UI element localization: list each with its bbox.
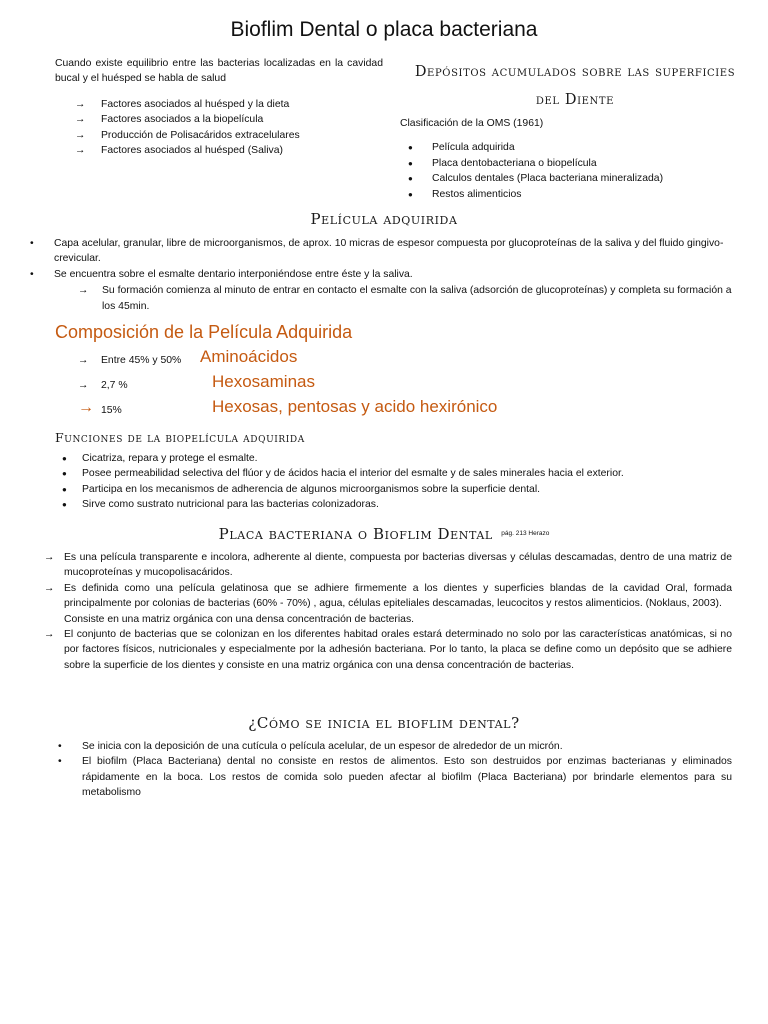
list-item: ● Sirve como sustrato nutricional para las bacterias colonizadoras. <box>62 497 742 512</box>
bullet-icon: • <box>30 238 34 249</box>
composicion-pct: Entre 45% y 50% <box>101 355 182 366</box>
arrow-icon: → <box>78 355 89 366</box>
list-item: → Factores asociados al huésped (Saliva) <box>75 143 383 158</box>
list-item: ● Participa en los mecanismos de adherencia de algunos microorganismos sobre la superficie dental. <box>62 482 742 497</box>
inicio-list <box>58 739 732 801</box>
intro-section <box>55 56 383 158</box>
placa-paragraph: → Es definida como una película gelatinosa que se adhiere firmemente a los dientes y superficies blandas de la cavidad Oral, formada principalmente por colonias de bacterias (60% - 70%) , agua, células epiteliales descamadas, leucocitos y restos alimenticios. (Noklaus, 2003). Consiste en una matriz orgánica con una densa concentración de bacterias. <box>44 582 732 625</box>
arrow-icon: → <box>78 285 89 297</box>
arrow-icon: → <box>75 98 86 110</box>
composicion-row <box>78 372 638 397</box>
pelicula-list <box>30 236 732 314</box>
bullet-icon: ● <box>62 484 67 494</box>
bullet-icon: • <box>58 756 62 768</box>
composicion-row <box>78 397 638 422</box>
list-item: • Capa acelular, granular, libre de microorganismos, de aprox. 10 micras de espesor compuesta por glucoproteínas de la saliva y del fluido gingivo-crevicular. <box>30 238 724 265</box>
list-item: • Se inicia con la deposición de una cutícula o película acelular, de un espesor de alrededor de un micrón. <box>58 739 732 754</box>
bullet-icon: ● <box>62 469 67 479</box>
funciones-heading: Funciones de la biopelícula adquirida <box>55 430 305 445</box>
list-item: • El biofilm (Placa Bacteriana) dental no consiste en restos de alimentos. Esto son destruidos por enzimas bacterianas y eliminados rápidamente en la boca. Los restos de comida solo pueden afectar al biofilm (Placa Bacteriana) por brindarle elementos para su metabolismo <box>58 756 732 799</box>
list-item: ● Posee permeabilidad selectiva del flúor y de ácidos hacia el interior del esmalte y de sales minerales hacia el exterior. <box>62 466 742 481</box>
composicion-row <box>78 347 638 372</box>
composicion-name: Hexosas, pentosas y acido hexirónico <box>212 397 498 416</box>
bullet-icon: ● <box>408 158 413 168</box>
arrow-icon: → <box>75 114 86 126</box>
arrow-icon: → <box>78 380 89 391</box>
arrow-icon: → <box>44 629 55 641</box>
page-title: Bioflim Dental o placa bacteriana <box>230 18 538 41</box>
list-item: → Producción de Polisacáridos extracelulares <box>75 128 383 143</box>
placa-section <box>44 550 732 673</box>
placa-paragraph: → El conjunto de bacterias que se colonizan en los diferentes habitad orales estará determinado no solo por las características anatómicas, si no por factores físicos, nutricionales y especialmente por la adhesión bacteriana. Por lo tanto, la placa se define como un depósito que se adhiere sobre la superficie de los dientes y consiste en una matriz orgánica con una densa concentración de bacterias. <box>44 629 732 671</box>
bullet-icon: ● <box>408 189 413 199</box>
list-item: ● Película adquirida <box>406 140 750 155</box>
pelicula-section <box>30 236 732 314</box>
intro-list <box>75 97 383 159</box>
composicion-name: Aminoácidos <box>200 347 298 366</box>
depositos-list <box>406 140 750 202</box>
composicion-name: Hexosaminas <box>212 372 315 391</box>
intro-text: Cuando existe equilibrio entre las bacterias localizadas en la cavidad bucal y el huésped se habla de salud <box>55 58 383 85</box>
placa-heading: Placa bacteriana o Bioflim Dental <box>218 525 493 543</box>
bullet-icon: ● <box>408 174 413 184</box>
list-item: → Su formación comienza al minuto de entrar en contacto el esmalte con la saliva (adsorción de glucoproteínas) y completa su formación a los 45min. <box>78 285 732 312</box>
arrow-icon: → <box>75 145 86 157</box>
depositos-heading: Depósitos acumulados sobre las superficies del Diente <box>414 64 736 108</box>
list-item: ● Restos alimenticios <box>406 187 750 202</box>
pelicula-heading: Película adquirida <box>310 210 458 228</box>
list-item: • Se encuentra sobre el esmalte dentario interponiéndose entre éste y la saliva. <box>30 267 732 282</box>
funciones-list <box>62 451 742 513</box>
bullet-icon: ● <box>62 500 67 510</box>
bullet-icon: • <box>58 741 62 752</box>
placa-paragraph: → Es una película transparente e incolora, adherente al diente, compuesta por bacterias diversas y células descamadas, dentro de una matriz de mucoproteínas y mucopolisacáridos. <box>44 552 732 579</box>
list-item: → Factores asociados al huésped y la dieta <box>75 97 383 112</box>
list-item: → Factores asociados a la biopelícula <box>75 112 383 127</box>
composicion-pct: 15% <box>101 405 122 416</box>
bullet-icon: ● <box>62 454 67 463</box>
composicion-heading: Composición de la Película Adquirida <box>55 322 353 342</box>
classification-text: Clasificación de la OMS (1961) <box>400 118 544 129</box>
inicio-heading: ¿Cómo se inicia el bioflim dental? <box>248 714 520 732</box>
arrow-icon: → <box>78 399 94 416</box>
depositos-section <box>400 58 750 202</box>
arrow-icon: → <box>44 582 55 594</box>
placa-heading-row <box>0 525 768 544</box>
list-item: ● Placa dentobacteriana o biopelícula <box>406 156 750 171</box>
list-item: ● Calculos dentales (Placa bacteriana mineralizada) <box>406 171 750 186</box>
arrow-icon: → <box>75 129 86 141</box>
placa-reference: pág. 213 Herazo <box>501 530 550 537</box>
bullet-icon: • <box>30 268 34 280</box>
composicion-pct: 2,7 % <box>101 380 128 391</box>
bullet-icon: ● <box>408 143 413 153</box>
composicion-list <box>78 347 638 422</box>
arrow-icon: → <box>44 552 55 563</box>
list-item: ● Cicatriza, repara y protege el esmalte. <box>62 451 742 466</box>
